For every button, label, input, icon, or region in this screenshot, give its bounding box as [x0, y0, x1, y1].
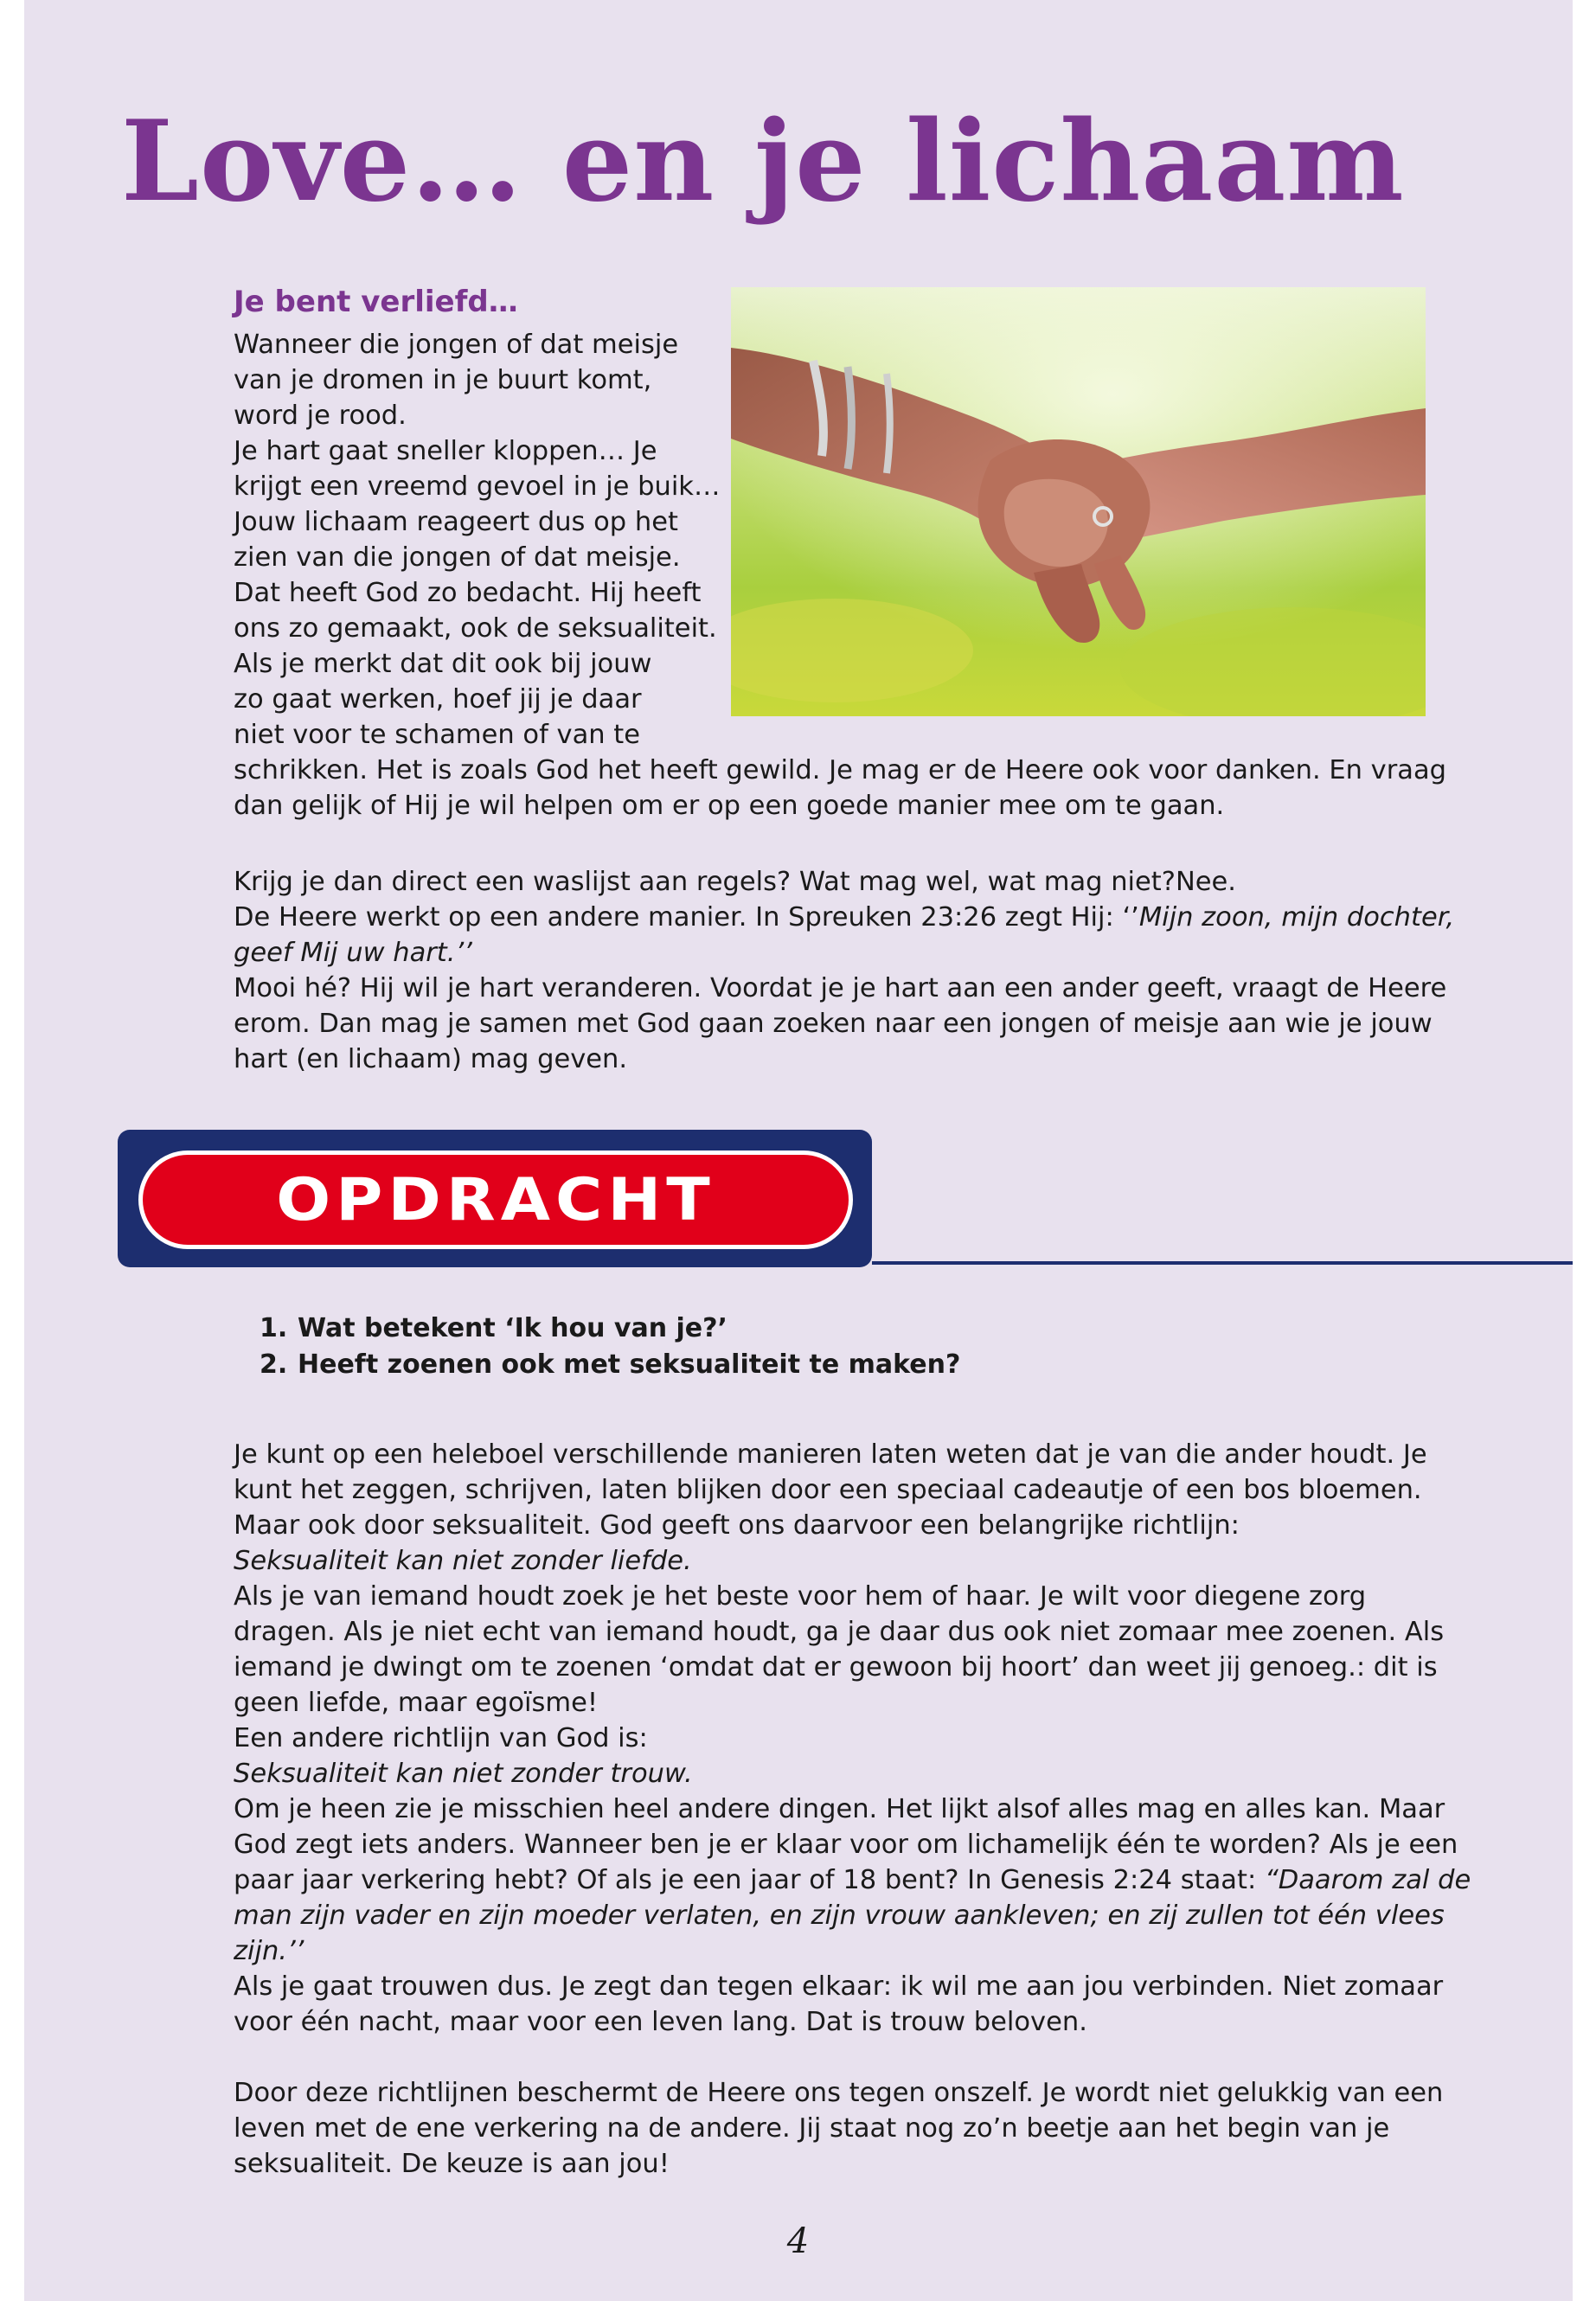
intro-line: Jouw lichaam reageert dus op het — [234, 507, 678, 537]
paragraph-line: iemand je dwingt om te zoenen ‘omdat dat er gewoon bij hoort’ dan weet jij genoeg.: dit is — [234, 1652, 1438, 1682]
section-subheading: Je bent verliefd… — [234, 285, 518, 319]
paragraph-line: Als je gaat trouwen dus. Je zegt dan tegen elkaar: ik wil me aan jou verbinden. Niet zomaar — [234, 1971, 1444, 2002]
paragraph-line: Mooi hé? Hij wil je hart veranderen. Voordat je je hart aan een ander geeft, vraagt de Heere — [234, 973, 1447, 1003]
paragraph-text: paar jaar verkering hebt? Of als je een jaar of 18 bent? In Genesis 2:24 staat: — [234, 1865, 1265, 1895]
intro-line: zien van die jongen of dat meisje. — [234, 542, 681, 573]
question-number: 2. — [260, 1349, 288, 1380]
bible-quote: man zijn vader en zijn moeder verlaten, en zijn vrouw aankleven; en zij zullen tot één vlees — [234, 1900, 1445, 1931]
section-divider — [872, 1261, 1573, 1265]
question-text: Heeft zoenen ook met seksualiteit te maken? — [298, 1349, 961, 1380]
opdracht-banner-label: OPDRACHT — [276, 1165, 715, 1234]
paragraph-line: Een andere richtlijn van God is: — [234, 1723, 648, 1753]
paragraph-line — [234, 900, 1462, 935]
paragraph-line: dragen. Als je niet echt van iemand houdt, ga je daar dus ook niet zomaar mee zoenen. Als — [234, 1617, 1445, 1647]
page-title: Love… en je lichaam — [121, 97, 1405, 227]
paragraph-line — [234, 1543, 1462, 1579]
paragraph-line: Door deze richtlijnen beschermt de Heere ons tegen onszelf. Je wordt niet gelukkig van een — [234, 2078, 1444, 2108]
question-item — [260, 1347, 960, 1383]
paragraph-line — [234, 1898, 1462, 1933]
paragraph-line: voor één nacht, maar voor een leven lang. Dat is trouw beloven. — [234, 2007, 1087, 2037]
paragraph-line: leven met de ene verkering na de andere. Jij staat nog zo’n beetje aan het begin van je — [234, 2113, 1390, 2144]
intro-line: Je hart gaat sneller kloppen… Je — [234, 436, 657, 466]
paragraph-line — [234, 1862, 1471, 1898]
paragraph-spacer — [234, 2040, 1462, 2075]
bible-quote: geef Mij uw hart.’’ — [234, 938, 472, 968]
paragraph-line: Maar ook door seksualiteit. God geeft ons daarvoor een belangrijke richtlijn: — [234, 1510, 1240, 1541]
intro-line: Wanneer die jongen of dat meisje — [234, 330, 679, 360]
intro-line: Dat heeft God zo bedacht. Hij heeft — [234, 578, 702, 608]
paragraph-line — [234, 935, 1462, 971]
assignment-questions — [260, 1311, 960, 1383]
paragraph-line: Je kunt op een heleboel verschillende manieren laten weten dat je van die ander houdt. Je — [234, 1439, 1427, 1470]
paragraph-line: God zegt iets anders. Wanneer ben je er klaar voor om lichamelijk één te worden? Als je een — [234, 1830, 1458, 1860]
bible-quote: zijn.’’ — [234, 1936, 304, 1966]
guideline-text: Seksualiteit kan niet zonder trouw. — [234, 1759, 693, 1789]
paragraph-text: De Heere werkt op een andere manier. In Spreuken 23:26 zegt Hij: ‘’ — [234, 902, 1139, 933]
paragraph-line: erom. Dan mag je samen met God gaan zoeken naar een jongen of meisje aan wie je jouw — [234, 1009, 1433, 1039]
bible-quote: Mijn zoon, mijn dochter, — [1138, 902, 1455, 933]
intro-line: word je rood. — [234, 401, 407, 431]
intro-line: krijgt een vreemd gevoel in je buik… — [234, 471, 721, 502]
page-number: 4 — [786, 2221, 810, 2261]
paragraph-line: Krijg je dan direct een waslijst aan regels? Wat mag wel, wat mag niet?Nee. — [234, 867, 1236, 897]
intro-line: zo gaat werken, hoef jij je daar — [234, 684, 642, 715]
intro-line: schrikken. Het is zoals God het heeft gewild. Je mag er de Heere ook voor danken. En vraag — [234, 755, 1447, 785]
question-text: Wat betekent ‘Ik hou van je?’ — [298, 1313, 727, 1343]
question-item — [260, 1311, 960, 1347]
body-text — [234, 1437, 1471, 2182]
paragraph-line: kunt het zeggen, schrijven, laten blijken door een speciaal cadeautje of een bos bloemen. — [234, 1475, 1422, 1505]
intro-wrapped-lines — [234, 327, 1446, 824]
paragraph-line: seksualiteit. De keuze is aan jou! — [234, 2149, 670, 2179]
intro-line: ons zo gemaakt, ook de seksualiteit. — [234, 613, 717, 644]
question-number: 1. — [260, 1313, 288, 1343]
intro-line: niet voor te schamen of van te — [234, 720, 641, 750]
bible-quote: “Daarom zal de — [1264, 1865, 1471, 1895]
paragraph-line — [234, 1933, 1462, 1969]
paragraph-line — [234, 1756, 1462, 1791]
paragraph-line: geen liefde, maar egoïsme! — [234, 1688, 599, 1718]
intro-line: dan gelijk of Hij je wil helpen om er op een goede manier mee om te gaan. — [234, 791, 1225, 821]
paragraph-line: Als je van iemand houdt zoek je het beste voor hem of haar. Je wilt voor diegene zorg — [234, 1581, 1367, 1612]
intro-line: van je dromen in je buurt komt, — [234, 365, 652, 395]
paragraph-line: Om je heen zie je misschien heel andere dingen. Het lijkt alsof alles mag en alles kan. Maar — [234, 1794, 1445, 1824]
rules-paragraph — [234, 864, 1462, 1077]
intro-line: Als je merkt dat dit ook bij jouw — [234, 649, 652, 679]
guideline-text: Seksualiteit kan niet zonder liefde. — [234, 1546, 692, 1576]
paragraph-line: hart (en lichaam) mag geven. — [234, 1044, 628, 1074]
